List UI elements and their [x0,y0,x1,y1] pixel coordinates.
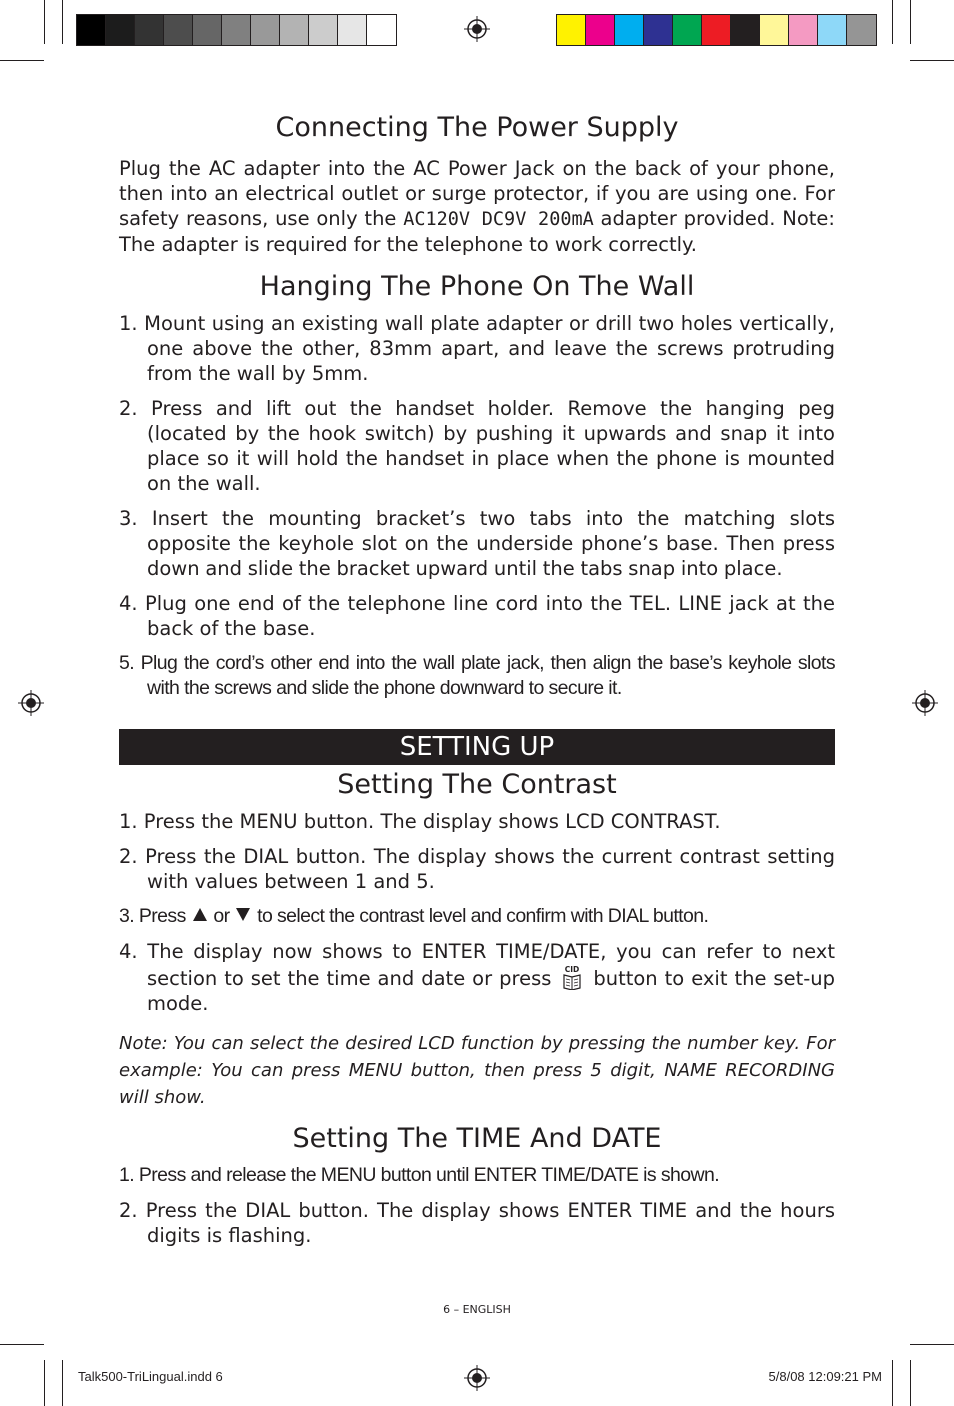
crop-mark [910,1344,954,1345]
up-arrow-icon [193,908,207,921]
color-swatch [280,15,309,45]
time-date-steps [119,1163,835,1248]
power-supply-heading: Connecting The Power Supply [275,112,679,143]
process-color-bar [556,14,877,46]
color-swatch [586,15,615,45]
crop-mark [62,1360,63,1406]
slug-timestamp: 5/8/08 12:09:21 PM [768,1369,882,1384]
power-supply-paragraph [119,156,835,257]
power-text: : The adapter is required for the telephone to work correctly. [119,207,835,256]
crop-mark [44,1360,45,1406]
step-text: or [208,905,235,927]
down-arrow-icon [236,908,250,921]
color-swatch [77,15,106,45]
step-text: 4. The display now shows to ENTER TIME/DATE, you can refer to next section to set the time and date or press [119,940,835,990]
color-swatch [135,15,164,45]
contrast-note: Note: You can select the desired LCD function by pressing the number key. For example: You can press MENU button, then press 5 digit, NAME RECORDING will show. [119,1033,835,1108]
crop-mark [892,1360,893,1406]
color-swatch [251,15,280,45]
color-swatch [702,15,731,45]
slug-filename: Talk500-TriLingual.indd 6 [78,1369,223,1384]
contrast-heading: Setting The Contrast [337,769,617,800]
list-item [119,904,835,929]
list-item: 5. Plug the cord’s other end into the wall plate jack, then align the base’s keyhole slots with the screws and slide the phone downward to secure it. [119,652,835,699]
crop-mark [44,0,45,44]
color-swatch [789,15,818,45]
color-swatch [818,15,847,45]
cid-book-icon [562,964,582,990]
page-content [119,110,835,1258]
crop-mark [910,1360,911,1406]
list-item: 2. Press and lift out the handset holder. Remove the hanging peg (located by the hook switch) by pushing it upwards and snap it into place so it will hold the handset in place when the phone is mounted on the wall. [119,397,835,495]
registration-target-icon [912,690,938,716]
setting-up-banner: SETTING UP [119,729,835,765]
list-item: 2. Press the DIAL button. The display shows ENTER TIME and the hours digits is flashing. [119,1199,835,1247]
color-swatch [615,15,644,45]
crop-mark [0,1344,44,1345]
registration-target-icon [464,1365,490,1391]
wall-mount-heading: Hanging The Phone On The Wall [259,271,695,302]
step-text: button to exit the set-up mode. [147,967,835,1015]
step-text: 3. Press [119,905,191,927]
list-item: 3. Insert the mounting bracket’s two tabs into the matching slots opposite the keyhole slot on the underside phone’s base. Then press down and slide the bracket upward until the tabs snap into place. [119,507,835,580]
crop-mark [892,0,893,44]
page-footer: 6 – ENGLISH [443,1303,511,1316]
note-label: Note [782,207,829,230]
color-swatch [644,15,673,45]
list-item: 1. Press the MENU button. The display shows LCD CONTRAST. [119,810,721,833]
grayscale-color-bar [76,14,397,46]
contrast-steps [119,809,835,1016]
color-swatch [106,15,135,45]
list-item: 4. Plug one end of the telephone line cord into the TEL. LINE jack at the back of the base. [119,592,835,640]
color-swatch [193,15,222,45]
color-swatch [338,15,367,45]
cid-icon-label: CID [565,965,580,974]
color-swatch [731,15,760,45]
step-text: to select the contrast level and confirm with DIAL button. [252,905,709,927]
list-item [119,939,835,1016]
color-swatch [164,15,193,45]
list-item: 2. Press the DIAL button. The display shows the current contrast setting with values between 1 and 5. [119,845,835,893]
list-item: 1. Press and release the MENU button until ENTER TIME/DATE is shown. [119,1164,720,1186]
color-swatch [847,15,876,45]
power-text: Plug the AC adapter into the AC Power Jack on the back of your phone, then into an electrical outlet or surge protector, if you are using one. For safety reasons, use only the [119,157,835,230]
color-swatch [557,15,586,45]
registration-target-icon [18,690,44,716]
crop-mark [910,60,954,61]
time-date-heading: Setting The TIME And DATE [292,1123,662,1154]
adapter-spec: AC120V DC9V 200mA [403,209,594,230]
crop-mark [0,60,44,61]
color-swatch [309,15,338,45]
power-text: adapter provided. [593,207,783,230]
color-swatch [760,15,789,45]
list-item: 1. Mount using an existing wall plate adapter or drill two holes vertically, one above the other, 83mm apart, and leave the screws protruding from the wall by 5mm. [119,312,835,385]
color-swatch [367,15,396,45]
color-swatch [673,15,702,45]
crop-mark [62,0,63,44]
crop-mark [910,0,911,44]
wall-mount-steps [119,311,835,701]
color-swatch [222,15,251,45]
registration-target-icon [464,16,490,42]
